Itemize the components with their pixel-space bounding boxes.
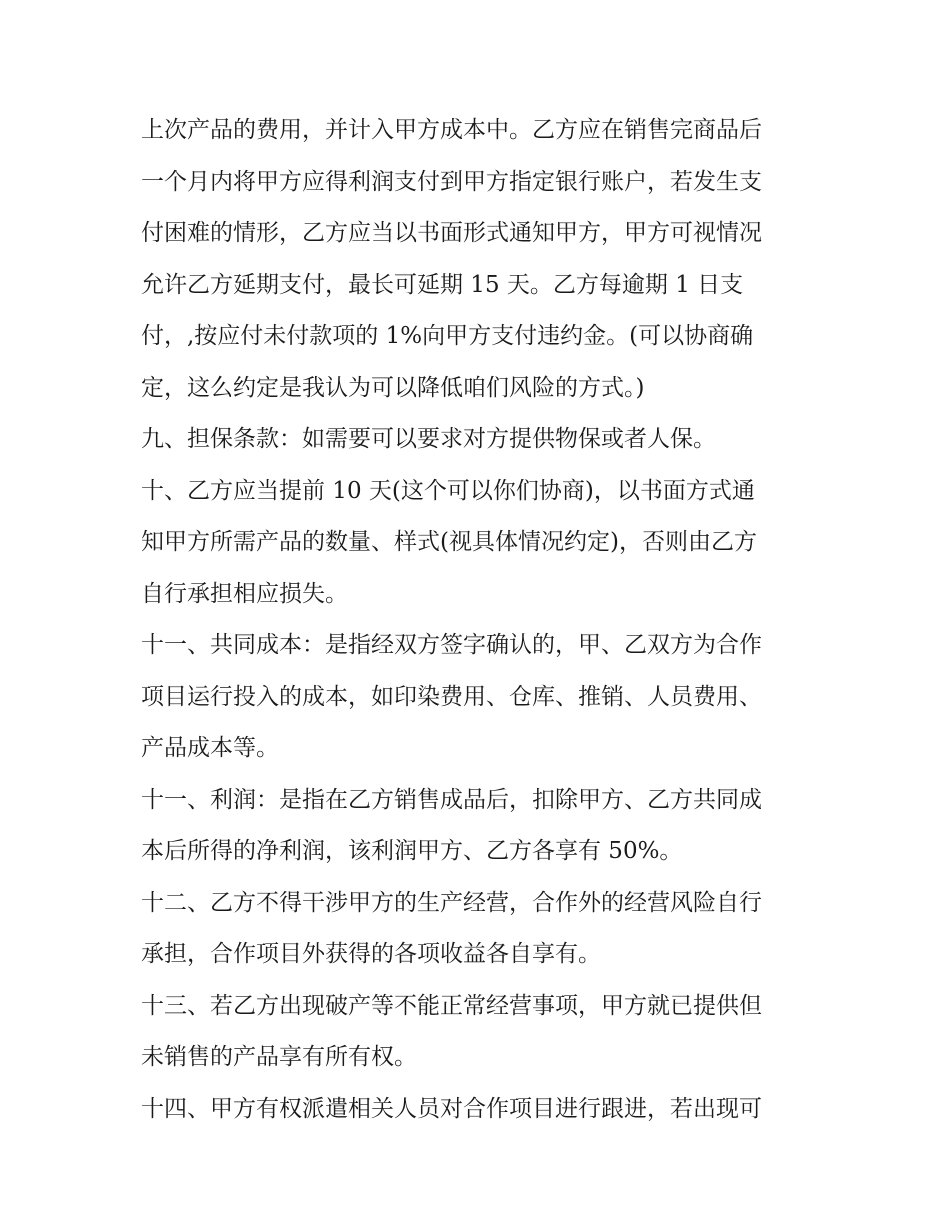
text-line: 付，,按应付未付款项的 1%向甲方支付违约金。(可以协商确 <box>141 323 754 349</box>
text-line: 未销售的产品享有所有权。 <box>141 1044 417 1070</box>
clause-11-profit-line: 十一、利润：是指在乙方销售成品后，扣除甲方、乙方共同成 <box>141 786 762 813</box>
clause-12-line: 十二、乙方不得干涉甲方的生产经营，合作外的经营风险自行 <box>141 889 762 916</box>
text-line: 承担，合作项目外获得的各项收益各自享有。 <box>141 941 601 967</box>
contract-text-body <box>141 108 821 1138</box>
clause-13-line: 十三、若乙方出现破产等不能正常经营事项，甲方就已提供但 <box>141 992 762 1019</box>
text-line: 项目运行投入的成本，如印染费用、仓库、推销、人员费用、 <box>141 683 762 710</box>
text-line: 知甲方所需产品的数量、样式(视具体情况约定)，否则由乙方 <box>141 529 757 555</box>
clause-11-cost-line: 十一、共同成本：是指经双方签字确认的，甲、乙双方为合作 <box>141 632 762 658</box>
text-line: 允许乙方延期支付，最长可延期 15 天。乙方每逾期 1 日支 <box>141 271 744 298</box>
text-line: 本后所得的净利润，该利润甲方、乙方各享有 50%。 <box>141 838 683 864</box>
clause-9-line: 九、担保条款：如需要可以要求对方提供物保或者人保。 <box>141 426 716 452</box>
text-line: 一个月内将甲方应得利润支付到甲方指定银行账户，若发生支 <box>141 168 762 195</box>
clause-14-line: 十四、甲方有权派遣相关人员对合作项目进行跟进，若出现可 <box>141 1095 762 1122</box>
text-line: 自行承担相应损失。 <box>141 580 348 607</box>
text-line: 付困难的情形，乙方应当以书面形式通知甲方，甲方可视情况 <box>141 220 762 246</box>
text-line: 定，这么约定是我认为可以降低咱们风险的方式。) <box>141 374 645 401</box>
clause-10-line: 十、乙方应当提前 10 天(这个可以你们协商)，以书面方式通 <box>141 477 755 504</box>
text-line: 上次产品的费用，并计入甲方成本中。乙方应在销售完商品后 <box>141 117 762 143</box>
text-line: 产品成本等。 <box>141 735 279 761</box>
